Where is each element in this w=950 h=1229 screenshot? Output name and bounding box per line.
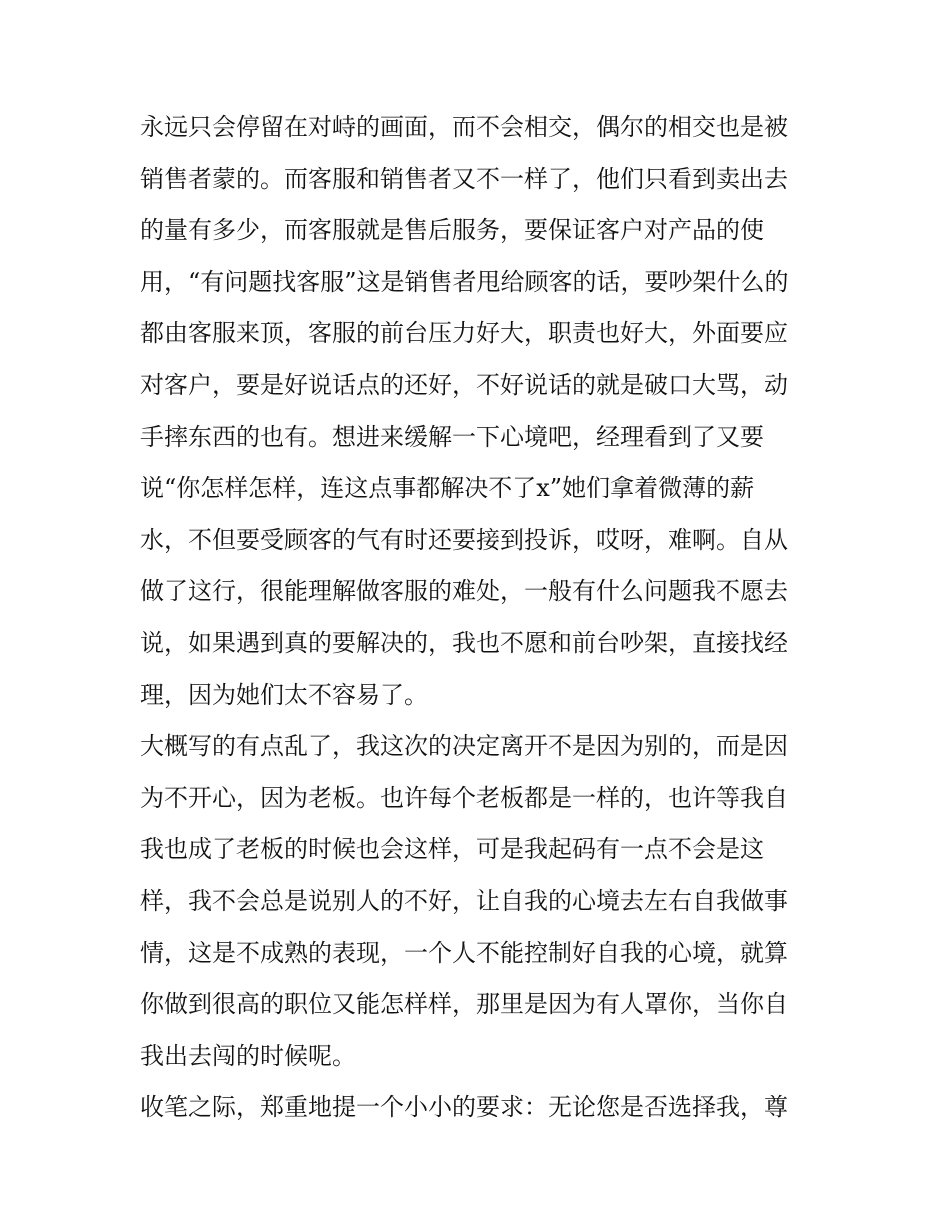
- text-line: 对客户，要是好说话点的还好，不好说话的就是破口大骂，动: [140, 370, 788, 399]
- text-line: 的量有多少，而客服就是售后服务，要保证客户对产品的使: [140, 216, 764, 245]
- text-line: 我也成了老板的时候也会这样，可是我起码有一点不会是这: [140, 835, 764, 864]
- text-line: 永远只会停留在对峙的画面，而不会相交，偶尔的相交也是被: [140, 113, 788, 141]
- document-body: [140, 102, 820, 1134]
- text-line: 销售者蒙的。而客服和销售者又不一样了，他们只看到卖出去: [140, 164, 788, 193]
- text-line: 理，因为她们太不容易了。: [140, 680, 428, 709]
- text-line: 说，如果遇到真的要解决的，我也不愿和前台吵架，直接找经: [140, 628, 788, 657]
- text-line: 用，“有问题找客服”这是销售者甩给顾客的话，要吵架什么的: [140, 267, 789, 296]
- text-line: 你做到很高的职位又能怎样样，那里是因为有人罩你，当你自: [140, 990, 788, 1019]
- paragraph: [140, 102, 820, 721]
- text-line: 我出去闯的时候呢。: [140, 1041, 356, 1070]
- text-line: 做了这行，很能理解做客服的难处，一般有什么问题我不愿去: [140, 577, 788, 606]
- text-line: 水，不但要受顾客的气有时还要接到投诉，哎呀，难啊。自从: [140, 525, 788, 554]
- text-line: 为不开心，因为老板。也许每个老板都是一样的，也许等我自: [140, 783, 788, 812]
- paragraph: [140, 1082, 820, 1134]
- paragraph: [140, 721, 820, 1082]
- text-line: 收笔之际，郑重地提一个小小的要求：无论您是否选择我，尊: [140, 1093, 788, 1122]
- text-line: 都由客服来顶，客服的前台压力好大，职责也好大，外面要应: [140, 319, 788, 348]
- text-line: 样，我不会总是说别人的不好，让自我的心境去左右自我做事: [140, 886, 788, 915]
- text-line: 说“你怎样怎样，连这点事都解决不了x”她们拿着微薄的薪: [140, 474, 755, 503]
- text-line: 大概写的有点乱了，我这次的决定离开不是因为别的，而是因: [140, 732, 788, 761]
- text-line: 情，这是不成熟的表现，一个人不能控制好自我的心境，就算: [140, 938, 788, 967]
- text-line: 手摔东西的也有。想进来缓解一下心境吧，经理看到了又要: [140, 422, 764, 451]
